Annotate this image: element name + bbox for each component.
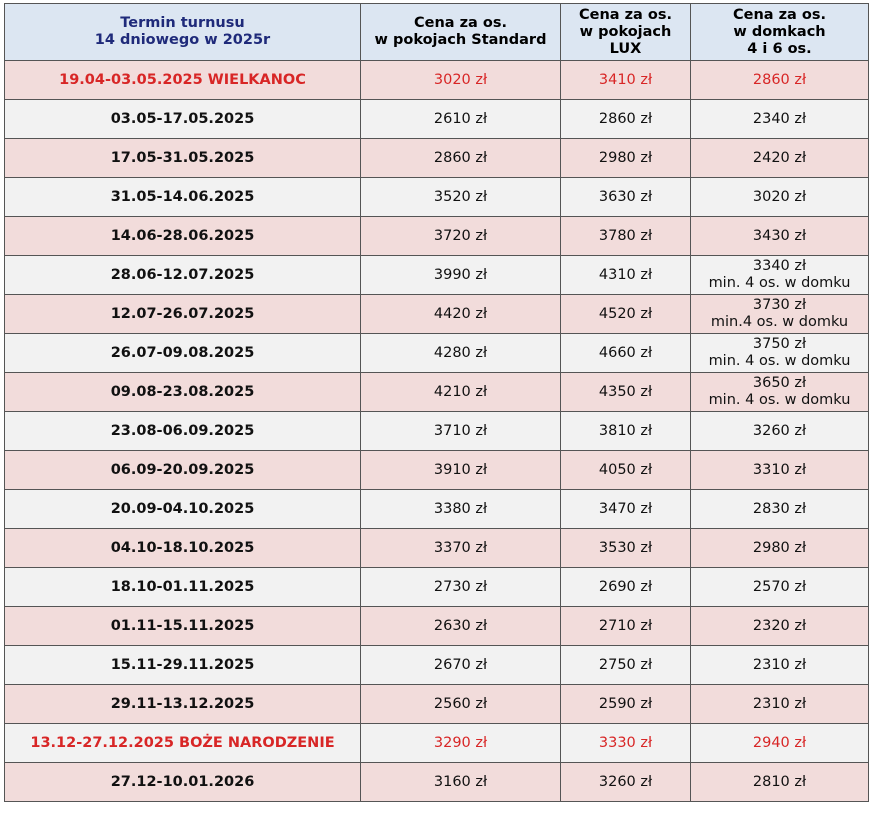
term-cell	[5, 178, 361, 217]
lux-price-cell	[561, 412, 691, 451]
domki-price-cell	[691, 412, 869, 451]
standard-price-cell	[361, 646, 561, 685]
table-row	[5, 412, 869, 451]
domki-price-cell-value: 2980 zł	[752, 539, 807, 556]
standard-price-cell-value: 2730 zł	[433, 578, 488, 595]
domki-price-cell-value: 2340 zł	[752, 110, 807, 127]
term-cell	[5, 685, 361, 724]
term-cell	[5, 646, 361, 685]
table-header	[5, 4, 869, 61]
standard-price-cell	[361, 334, 561, 373]
standard-price-cell-value: 3520 zł	[433, 188, 488, 205]
term-cell	[5, 217, 361, 256]
lux-price-cell-value: 3330 zł	[598, 734, 653, 751]
standard-price-cell	[361, 412, 561, 451]
table-row	[5, 373, 869, 412]
lux-price-cell-value: 4350 zł	[598, 383, 653, 400]
domki-price-cell	[691, 334, 869, 373]
table-row	[5, 61, 869, 100]
domki-price-cell	[691, 256, 869, 295]
domki-price-cell-value: 3260 zł	[752, 422, 807, 439]
domki-price-cell-value: 2420 zł	[752, 149, 807, 166]
standard-price-cell	[361, 607, 561, 646]
standard-price-cell-value: 3020 zł	[433, 71, 488, 88]
header-domki-line-1: Cena za os.	[732, 6, 826, 23]
standard-price-cell	[361, 295, 561, 334]
lux-price-cell-value: 4310 zł	[598, 266, 653, 283]
domki-price-cell-value: 3340 zł	[752, 258, 807, 274]
term-cell-value: 04.10-18.10.2025	[110, 539, 255, 556]
domki-price-cell	[691, 646, 869, 685]
table-row	[5, 295, 869, 334]
term-cell-value: 14.06-28.06.2025	[110, 227, 255, 244]
domki-min-note: min. 4 os. w domku	[708, 275, 851, 291]
term-cell	[5, 373, 361, 412]
domki-price-cell-value: 2830 zł	[752, 500, 807, 517]
domki-price-cell	[691, 529, 869, 568]
domki-price-cell-value: 2310 zł	[752, 656, 807, 673]
domki-price-cell	[691, 607, 869, 646]
standard-price-cell	[361, 217, 561, 256]
term-cell	[5, 295, 361, 334]
table-row	[5, 334, 869, 373]
lux-price-cell	[561, 178, 691, 217]
table-row	[5, 646, 869, 685]
term-cell-value: 09.08-23.08.2025	[110, 383, 255, 400]
domki-price-cell	[691, 685, 869, 724]
lux-price-cell-value: 3410 zł	[598, 71, 653, 88]
lux-price-cell-value: 3260 zł	[598, 773, 653, 790]
standard-price-cell-value: 3160 zł	[433, 773, 488, 790]
domki-price-cell	[691, 295, 869, 334]
table-row	[5, 490, 869, 529]
header-domki-line-3: 4 i 6 os.	[747, 40, 812, 57]
domki-price-cell	[691, 490, 869, 529]
standard-price-cell-value: 3910 zł	[433, 461, 488, 478]
domki-price-cell-value: 2810 zł	[752, 773, 807, 790]
term-cell-value: 26.07-09.08.2025	[110, 344, 255, 361]
domki-price-cell	[691, 100, 869, 139]
domki-price-cell-value: 2860 zł	[752, 71, 807, 88]
term-cell-value: 15.11-29.11.2025	[110, 656, 255, 673]
price-table	[4, 3, 869, 802]
header-standard-line-2: w pokojach Standard	[374, 32, 547, 48]
lux-price-cell-value: 3470 zł	[598, 500, 653, 517]
term-cell-value: 03.05-17.05.2025	[110, 110, 255, 127]
lux-price-cell-value: 4520 zł	[598, 305, 653, 322]
standard-price-cell	[361, 490, 561, 529]
lux-price-cell-value: 2710 zł	[598, 617, 653, 634]
term-cell-value: 17.05-31.05.2025	[110, 149, 255, 166]
standard-price-cell-value: 3710 zł	[433, 422, 488, 439]
price-table-container	[4, 3, 869, 802]
standard-price-cell-value: 3990 zł	[433, 266, 488, 283]
domki-price-cell-value: 3310 zł	[752, 461, 807, 478]
lux-price-cell-value: 4050 zł	[598, 461, 653, 478]
standard-price-cell	[361, 529, 561, 568]
standard-price-cell	[361, 100, 561, 139]
lux-price-cell-value: 3630 zł	[598, 188, 653, 205]
table-row	[5, 139, 869, 178]
lux-price-cell-value: 2860 zł	[598, 110, 653, 127]
lux-price-cell	[561, 256, 691, 295]
term-cell-value: 29.11-13.12.2025	[110, 695, 255, 712]
lux-price-cell	[561, 373, 691, 412]
lux-price-cell	[561, 568, 691, 607]
header-lux	[561, 4, 691, 61]
standard-price-cell-value: 2630 zł	[433, 617, 488, 634]
term-cell-value: 18.10-01.11.2025	[110, 578, 255, 595]
standard-price-cell	[361, 139, 561, 178]
lux-price-cell	[561, 100, 691, 139]
domki-price-cell	[691, 373, 869, 412]
domki-price-cell	[691, 139, 869, 178]
term-cell	[5, 490, 361, 529]
header-lux-line-1: Cena za os.	[578, 6, 672, 23]
standard-price-cell-value: 3290 zł	[433, 734, 488, 751]
lux-price-cell	[561, 529, 691, 568]
term-cell-value: 27.12-10.01.2026	[110, 773, 255, 790]
table-row	[5, 451, 869, 490]
domki-price-cell	[691, 61, 869, 100]
standard-price-cell-value: 2560 zł	[433, 695, 488, 712]
lux-price-cell	[561, 763, 691, 802]
standard-price-cell-value: 3720 zł	[433, 227, 488, 244]
domki-price-cell	[691, 763, 869, 802]
header-row	[5, 4, 869, 61]
domki-min-note: min.4 os. w domku	[710, 314, 849, 330]
term-cell	[5, 724, 361, 763]
term-cell	[5, 100, 361, 139]
lux-price-cell-value: 2750 zł	[598, 656, 653, 673]
standard-price-cell-value: 4210 zł	[433, 383, 488, 400]
header-term-line-1: Termin turnusu	[120, 15, 245, 31]
lux-price-cell-value: 3530 zł	[598, 539, 653, 556]
table-row	[5, 763, 869, 802]
standard-price-cell	[361, 763, 561, 802]
standard-price-cell-value: 2670 zł	[433, 656, 488, 673]
term-cell	[5, 607, 361, 646]
lux-price-cell-value: 2590 zł	[598, 695, 653, 712]
header-standard-line-1: Cena za os.	[413, 15, 507, 31]
term-cell-value: 19.04-03.05.2025 WIELKANOC	[59, 71, 306, 88]
table-row	[5, 256, 869, 295]
term-cell-value: 01.11-15.11.2025	[110, 617, 255, 634]
standard-price-cell-value: 2860 zł	[433, 149, 488, 166]
domki-price-cell-value: 2940 zł	[752, 734, 807, 751]
domki-min-note: min. 4 os. w domku	[708, 353, 851, 369]
lux-price-cell	[561, 295, 691, 334]
lux-price-cell-value: 4660 zł	[598, 344, 653, 361]
lux-price-cell	[561, 451, 691, 490]
term-cell-value: 31.05-14.06.2025	[110, 188, 255, 205]
header-domki-line-2: w domkach	[733, 23, 826, 40]
term-cell	[5, 568, 361, 607]
term-cell	[5, 412, 361, 451]
term-cell	[5, 139, 361, 178]
standard-price-cell	[361, 724, 561, 763]
standard-price-cell	[361, 61, 561, 100]
domki-price-cell-value: 2570 zł	[752, 578, 807, 595]
table-row	[5, 217, 869, 256]
table-row	[5, 178, 869, 217]
term-cell-value: 12.07-26.07.2025	[110, 305, 255, 322]
standard-price-cell	[361, 373, 561, 412]
domki-price-cell-value: 3020 zł	[752, 188, 807, 205]
lux-price-cell-value: 3810 zł	[598, 422, 653, 439]
domki-price-cell-value: 3430 zł	[752, 227, 807, 244]
table-row	[5, 568, 869, 607]
lux-price-cell	[561, 61, 691, 100]
lux-price-cell	[561, 724, 691, 763]
domki-price-cell	[691, 178, 869, 217]
term-cell-value: 28.06-12.07.2025	[110, 266, 255, 283]
domki-price-cell	[691, 217, 869, 256]
lux-price-cell-value: 2690 zł	[598, 578, 653, 595]
domki-price-cell-value: 2310 zł	[752, 695, 807, 712]
term-cell	[5, 61, 361, 100]
header-term-line-2: 14 dniowego w 2025r	[94, 32, 271, 48]
term-cell	[5, 763, 361, 802]
standard-price-cell-value: 3370 zł	[433, 539, 488, 556]
domki-price-cell	[691, 724, 869, 763]
lux-price-cell	[561, 646, 691, 685]
domki-price-cell	[691, 451, 869, 490]
standard-price-cell	[361, 256, 561, 295]
header-lux-line-3: LUX	[609, 40, 642, 57]
header-term	[5, 4, 361, 61]
domki-min-note: min. 4 os. w domku	[708, 392, 851, 408]
domki-price-cell-value: 3730 zł	[752, 297, 807, 313]
standard-price-cell	[361, 451, 561, 490]
table-body	[5, 61, 869, 802]
header-domki	[691, 4, 869, 61]
standard-price-cell-value: 4420 zł	[433, 305, 488, 322]
lux-price-cell-value: 3780 zł	[598, 227, 653, 244]
lux-price-cell-value: 2980 zł	[598, 149, 653, 166]
term-cell	[5, 334, 361, 373]
standard-price-cell	[361, 568, 561, 607]
table-row	[5, 529, 869, 568]
lux-price-cell	[561, 685, 691, 724]
term-cell-value: 20.09-04.10.2025	[110, 500, 255, 517]
lux-price-cell	[561, 334, 691, 373]
header-standard	[361, 4, 561, 61]
term-cell-value: 13.12-27.12.2025 BOŻE NARODZENIE	[30, 734, 335, 751]
term-cell	[5, 451, 361, 490]
standard-price-cell	[361, 685, 561, 724]
lux-price-cell	[561, 139, 691, 178]
lux-price-cell	[561, 217, 691, 256]
domki-price-cell-value: 2320 zł	[752, 617, 807, 634]
standard-price-cell-value: 4280 zł	[433, 344, 488, 361]
lux-price-cell	[561, 490, 691, 529]
table-row	[5, 100, 869, 139]
term-cell-value: 06.09-20.09.2025	[110, 461, 255, 478]
lux-price-cell	[561, 607, 691, 646]
domki-price-cell-value: 3650 zł	[752, 375, 807, 391]
domki-price-cell	[691, 568, 869, 607]
term-cell	[5, 529, 361, 568]
term-cell-value: 23.08-06.09.2025	[110, 422, 255, 439]
domki-price-cell-value: 3750 zł	[752, 336, 807, 352]
standard-price-cell-value: 3380 zł	[433, 500, 488, 517]
table-row	[5, 685, 869, 724]
table-row	[5, 607, 869, 646]
standard-price-cell-value: 2610 zł	[433, 110, 488, 127]
header-lux-line-2: w pokojach	[579, 23, 672, 40]
table-row	[5, 724, 869, 763]
standard-price-cell	[361, 178, 561, 217]
term-cell	[5, 256, 361, 295]
